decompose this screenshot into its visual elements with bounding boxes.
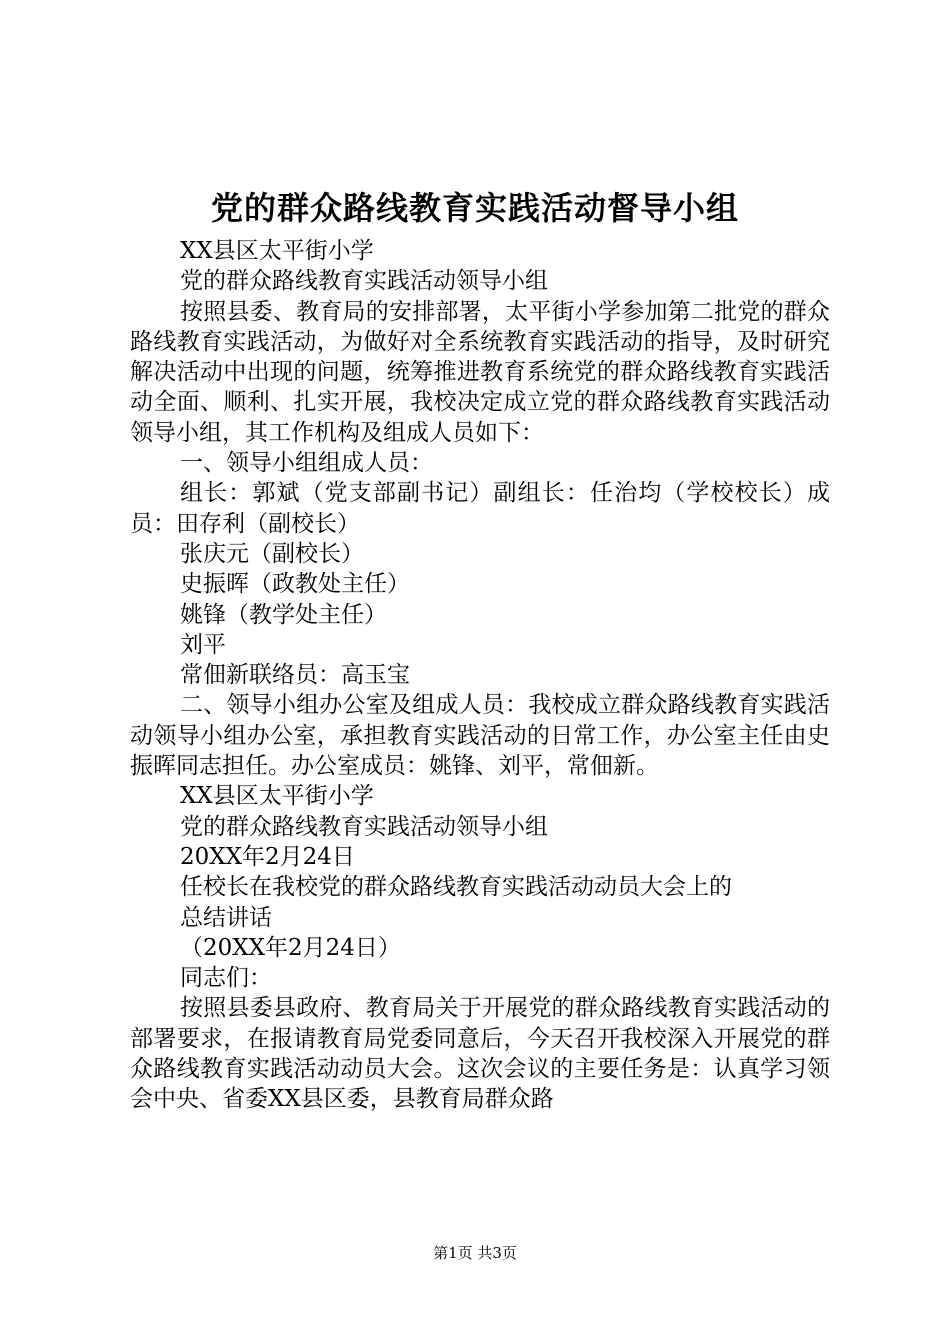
paragraph-speech-subtitle: 总结讲话: [180, 904, 272, 931]
paragraph-speech-body: 按照县委县政府、教育局关于开展党的群众路线教育实践活动的部署要求，在报请教育局党委同意后，今天召开我校深入开展党的群众路线教育实践活动动员大会。这次会议的主要任务是：认真学习领会中央、省委XX县区委，县教育局群众路: [130, 995, 830, 1113]
paragraph-member-zhang: 张庆元（副校长）: [180, 540, 364, 567]
paragraph-leaders: 组长：郭斌（党支部副书记）副组长：任治均（学校校长）成员：田存利（副校长）: [130, 480, 830, 537]
document-body: [130, 236, 830, 1115]
paragraph-section-one-heading: 一、领导小组组成人员：: [180, 450, 433, 477]
paragraph-member-yao: 姚锋（教学处主任）: [180, 601, 387, 628]
paragraph-signature-group: 党的群众路线教育实践活动领导小组: [180, 813, 548, 840]
paragraph-section-two: 二、领导小组办公室及组成人员：我校成立群众路线教育实践活动领导小组办公室，承担教育实践活动的日常工作，办公室主任由史振晖同志担任。办公室成员：姚锋、刘平，常佃新。: [130, 692, 830, 780]
paragraph-liaison: 常佃新联络员：高玉宝: [180, 662, 410, 689]
page-number-footer: 第1页 共3页: [433, 1244, 517, 1262]
document-title: 党的群众路线教育实践活动督导小组: [210, 189, 739, 227]
paragraph-school-name: XX县区太平街小学: [180, 238, 374, 264]
paragraph-intro: 按照县委、教育局的安排部署，太平街小学参加第二批党的群众路线教育实践活动，为做好对全系统教育实践活动的指导，及时研究解决活动中出现的问题，统筹推进教育系统党的群众路线教育实践活动全面、顺利、扎实开展，我校决定成立党的群众路线教育实践活动领导小组，其工作机构及组成人员如下：: [130, 298, 830, 446]
paragraph-signature-date: 20XX年2月24日: [180, 843, 355, 870]
paragraph-member-shi: 史振晖（政教处主任）: [180, 571, 410, 598]
paragraph-member-liu: 刘平: [180, 631, 226, 658]
paragraph-signature-school: XX县区太平街小学: [180, 783, 374, 810]
paragraph-group-name: 党的群众路线教育实践活动领导小组: [180, 268, 548, 295]
paragraph-speech-date: （20XX年2月24日）: [180, 934, 401, 961]
paragraph-salutation: 同志们：: [180, 965, 272, 992]
paragraph-speech-title: 任校长在我校党的群众路线教育实践活动动员大会上的: [180, 874, 732, 901]
